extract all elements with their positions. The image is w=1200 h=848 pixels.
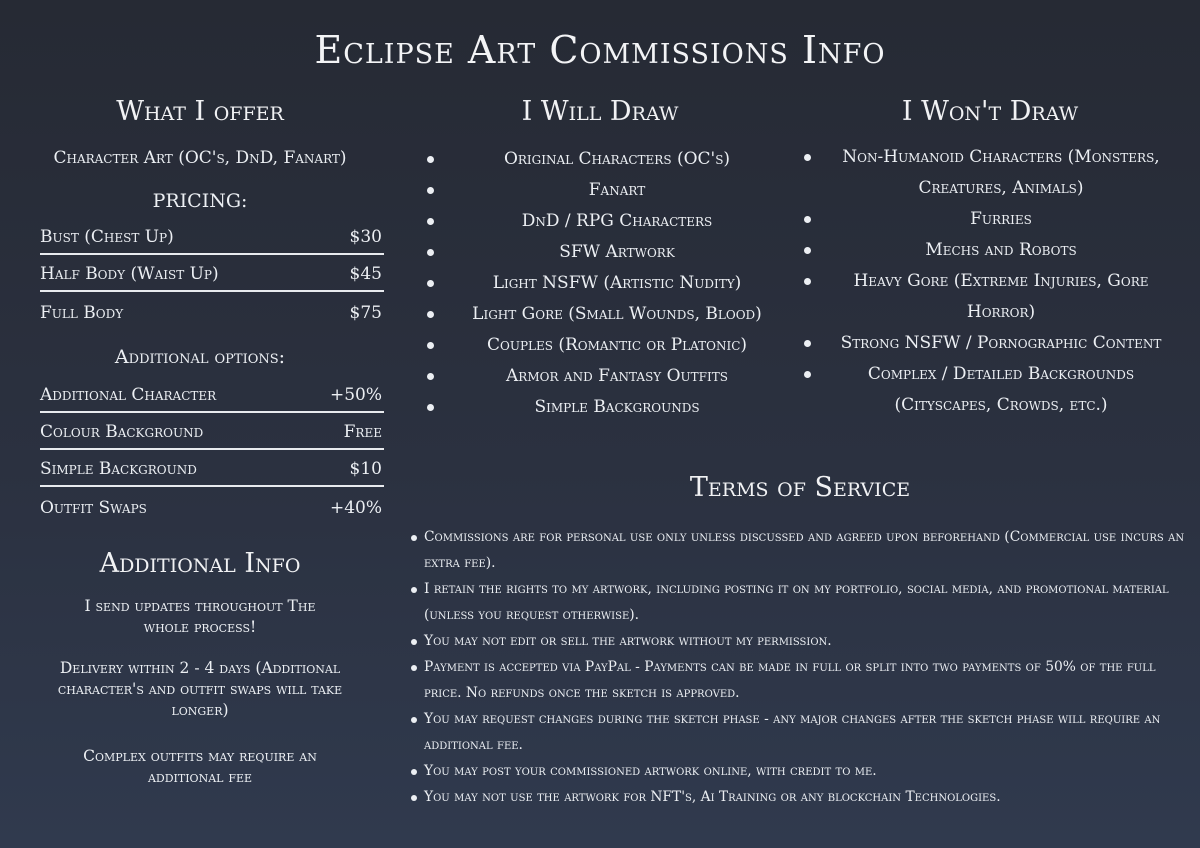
pricing-table <box>40 218 384 329</box>
info-heading: Additional Info <box>99 548 301 579</box>
terms-list <box>408 524 1188 810</box>
list-item: Light NSFW (Artistic Nudity) <box>420 268 792 299</box>
option-row <box>40 413 384 450</box>
option-value: Free <box>343 422 382 442</box>
info-delivery: Delivery within 2 - 4 days (Additional character's and outfit swaps will take longer) <box>57 659 343 719</box>
option-label: Outfit Swaps <box>40 498 147 518</box>
option-value: $10 <box>349 459 382 479</box>
pricing-label: Half Body (Waist Up) <box>40 264 219 284</box>
list-item: Non-Humanoid Characters (Monsters, Creatures, Animals) <box>798 142 1182 204</box>
list-item: Complex / Detailed Backgrounds (Cityscapes, Crowds, etc.) <box>798 359 1182 421</box>
pricing-heading: PRICING: <box>152 190 248 212</box>
list-item: You may post your commissioned artwork online, with credit to me. <box>408 758 1188 784</box>
list-item: Armor and Fantasy Outfits <box>420 361 792 392</box>
list-item: Light Gore (Small Wounds, Blood) <box>420 299 792 330</box>
will-heading: I Will Draw <box>521 96 679 127</box>
list-item: Fanart <box>420 175 792 206</box>
list-item: Mechs and Robots <box>798 235 1182 266</box>
list-item: Furries <box>798 204 1182 235</box>
offer-heading: What I offer <box>116 96 284 127</box>
will-list <box>420 144 792 423</box>
list-item: DnD / RPG Characters <box>420 206 792 237</box>
pricing-value: $75 <box>349 303 382 323</box>
page-title: Eclipse Art Commissions Info <box>314 28 886 72</box>
pricing-row <box>40 218 384 255</box>
list-item: Commissions are for personal use only unless discussed and agreed upon beforehand (Commercial use incurs an extra fee). <box>408 524 1188 576</box>
info-updates: I send updates throughout The whole process! <box>84 597 316 636</box>
list-item: I retain the rights to my artwork, including posting it on my portfolio, social media, and promotional material (unless you request otherwise). <box>408 576 1188 628</box>
pricing-label: Full Body <box>40 303 124 323</box>
option-value: +40% <box>329 498 382 518</box>
wont-list <box>798 142 1182 421</box>
pricing-label: Bust (Chest Up) <box>40 227 174 247</box>
wont-heading: I Won't Draw <box>901 96 1079 127</box>
option-value: +50% <box>329 385 382 405</box>
list-item: Heavy Gore (Extreme Injuries, Gore Horror) <box>798 266 1182 328</box>
pricing-value: $30 <box>349 227 382 247</box>
list-item: Couples (Romantic or Platonic) <box>420 330 792 361</box>
list-item: Strong NSFW / Pornographic Content <box>798 328 1182 359</box>
offer-line: Character Art (OC's, DnD, Fanart) <box>53 148 347 168</box>
list-item: You may not edit or sell the artwork without my permission. <box>408 628 1188 654</box>
list-item: Original Characters (OC's) <box>420 144 792 175</box>
option-label: Additional Character <box>40 385 217 405</box>
list-item: Payment is accepted via PayPal - Payments can be made in full or split into two payments of 50% of the full price. No refunds once the sketch is approved. <box>408 654 1188 706</box>
list-item: SFW Artwork <box>420 237 792 268</box>
list-item: You may request changes during the sketch phase - any major changes after the sketch phase will require an additional fee. <box>408 706 1188 758</box>
terms-heading: Terms of Service <box>689 472 911 503</box>
option-label: Colour Background <box>40 422 204 442</box>
info-outfits: Complex outfits may require an additional fee <box>83 747 317 786</box>
pricing-row <box>40 292 384 329</box>
options-table <box>40 376 384 524</box>
option-label: Simple Background <box>40 459 197 479</box>
option-row <box>40 450 384 487</box>
list-item: You may not use the artwork for NFT's, Ai Training or any blockchain Technologies. <box>408 784 1188 810</box>
option-row <box>40 376 384 413</box>
list-item: Simple Backgrounds <box>420 392 792 423</box>
pricing-value: $45 <box>349 264 382 284</box>
options-heading: Additional options: <box>114 346 286 368</box>
option-row <box>40 487 384 524</box>
pricing-row <box>40 255 384 292</box>
